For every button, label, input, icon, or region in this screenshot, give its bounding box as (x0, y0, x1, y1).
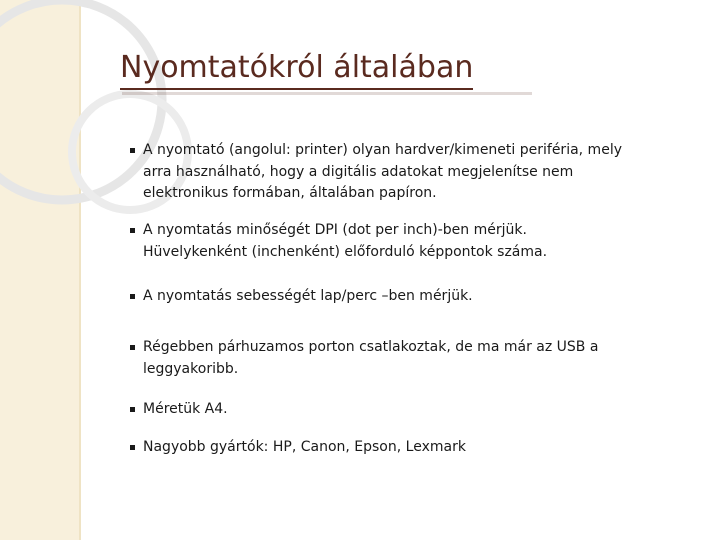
bullet-text: Méretük A4. (143, 401, 228, 417)
bullet-text: A nyomtatás minőségét DPI (dot per inch)-ben mérjük. Hüvelykenként (inchenként) előforduló képpontok száma. (143, 222, 548, 260)
title-underline-shadow (122, 92, 532, 95)
bullet-item-printer-definition (130, 140, 670, 205)
slide-title: Nyomtatókról általában (120, 48, 473, 90)
bullet-item-print-quality (130, 220, 670, 263)
bullet-item-size (130, 399, 670, 421)
square-bullet-icon (130, 294, 135, 299)
bullet-text: Régebben párhuzamos porton csatlakoztak, de ma már az USB a leggyakoribb. (143, 339, 599, 377)
bullet-text: A nyomtató (angolul: printer) olyan hardver/kimeneti periféria, mely arra használható, hogy a digitális adatokat megjelenítse nem elektronikus formában, általában papíron. (143, 142, 622, 201)
square-bullet-icon (130, 345, 135, 350)
square-bullet-icon (130, 228, 135, 233)
square-bullet-icon (130, 148, 135, 153)
square-bullet-icon (130, 445, 135, 450)
bullet-text: A nyomtatás sebességét lap/perc –ben mérjük. (143, 288, 473, 304)
bullet-text: Nagyobb gyártók: HP, Canon, Epson, Lexmark (143, 439, 466, 455)
bullet-item-print-speed (130, 286, 670, 308)
bullet-item-connection (130, 337, 670, 380)
square-bullet-icon (130, 407, 135, 412)
bullet-item-manufacturers (130, 437, 670, 459)
